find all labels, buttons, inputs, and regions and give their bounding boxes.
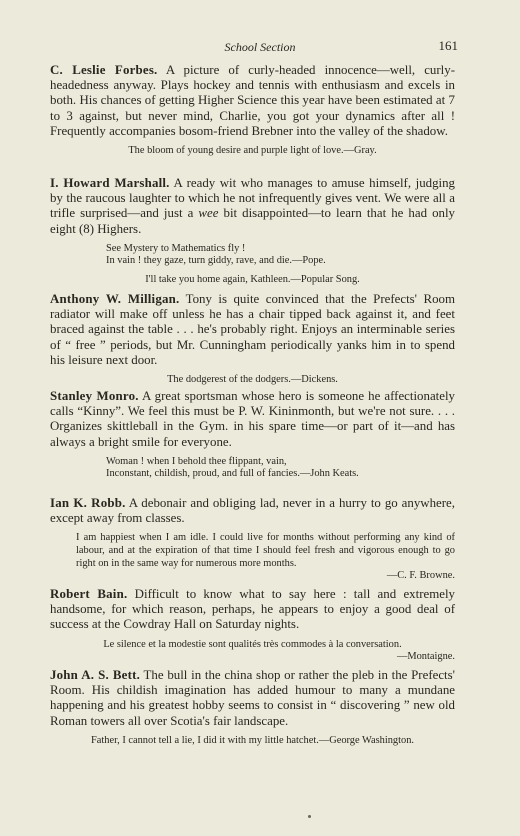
entry-paragraph bbox=[50, 587, 455, 633]
entry-name: Stanley Monro. bbox=[50, 389, 139, 403]
quote-line: In vain ! they gaze, turn giddy, rave, and die.—Pope. bbox=[106, 255, 326, 267]
entry-quote: Father, I cannot tell a lie, I did it with my little hatchet.—George Washington. bbox=[91, 734, 414, 746]
quote-line: Woman ! when I behold thee flippant, vain, bbox=[106, 455, 287, 467]
entry-text: The bull in the china shop or rather the pleb in the Prefects' Room. His childish imagination has added humour to many a mundane happening and his greatest hobby seems to consist in “ discovering ” new old Roman towers all over Scotia's fair landscape. bbox=[50, 668, 455, 728]
quote-attribution: —C. F. Browne. bbox=[386, 570, 455, 582]
entry-name: C. Leslie Forbes. bbox=[50, 63, 158, 77]
entry-name: I. Howard Marshall. bbox=[50, 176, 170, 190]
entry-quote bbox=[50, 243, 455, 268]
page-header bbox=[0, 38, 520, 56]
entry-text: A picture of curly-headed innocence—well, curly-headedness anyway. Plays hockey and tennis with enthusiasm and excels in both. His chances of getting Higher Science this year have been estimated at 7 to 3 against, but never mind, Charlie, you got your dynamics after all ! Frequently accompanies bosom-friend Brebner into the valley of the shadow. bbox=[50, 63, 455, 138]
entry-bett bbox=[50, 668, 455, 747]
entry-paragraph bbox=[50, 496, 455, 526]
quote-line: See Mystery to Mathematics fly ! bbox=[106, 242, 246, 254]
entry-quote: I am happiest when I am idle. I could live for months without performing any kind of labour, and at the expiration of that time I should feel fresh and vigorous enough to go right on in the same way for numerous more months. bbox=[76, 532, 455, 569]
entry-paragraph bbox=[50, 668, 455, 729]
entry-paragraph bbox=[50, 292, 455, 368]
page-number: 161 bbox=[438, 38, 458, 53]
entry-text: Tony is quite convinced that the Prefects' Room radiator will make off unless he has a chair tipped back against it, and feet braced against the table . . . he's probably right. Enjoys an interminable series of “ free ” periods, but Mr. Cunningham periodically yanks him in to spend his leisure next door. bbox=[50, 292, 455, 367]
entry-name: John A. S. Bett. bbox=[50, 668, 141, 682]
entry-name: Robert Bain. bbox=[50, 587, 128, 601]
entry-quote: The bloom of young desire and purple light of love.—Gray. bbox=[128, 145, 377, 157]
entry-paragraph bbox=[50, 176, 455, 237]
entry-paragraph bbox=[50, 63, 455, 139]
entry-quote: Le silence et la modestie sont qualités très commodes à la conversation. bbox=[103, 638, 402, 650]
entry-text: bit disappointed—to learn that he had only eight (8) Highers. bbox=[50, 206, 456, 236]
entry-name: Ian K. Robb. bbox=[50, 496, 126, 510]
entry-text: A debonair and obliging lad, never in a hurry to go anywhere, except away from classes. bbox=[50, 496, 455, 526]
entry-emphasis: wee bbox=[198, 206, 219, 221]
entry-monro bbox=[50, 389, 455, 481]
running-title: School Section bbox=[224, 40, 296, 54]
entry-marshall bbox=[50, 176, 455, 287]
entry-quote-2: I'll take you home again, Kathleen.—Popular Song. bbox=[145, 274, 360, 285]
entry-name: Anthony W. Milligan. bbox=[50, 292, 180, 306]
entry-text: Difficult to know what to say here : tall and extremely handsome, for which reason, perhaps, he appears to enjoy a good deal of success at the Cowdray Hall on Saturday nights. bbox=[50, 587, 455, 632]
quote-line: Inconstant, childish, proud, and full of fancies.—John Keats. bbox=[106, 468, 359, 480]
entry-text: A ready wit who manages to amuse himself, judging by the raucous laughter to which he not infrequently gives vent. We were all a trifle surprised—and just a bbox=[50, 176, 456, 221]
quote-attribution: —Montaigne. bbox=[396, 651, 455, 663]
entry-milligan bbox=[50, 292, 455, 387]
entry-quote bbox=[50, 456, 455, 481]
entry-paragraph bbox=[50, 389, 455, 450]
entry-bain bbox=[50, 587, 455, 664]
entry-robb bbox=[50, 496, 455, 583]
entry-forbes bbox=[50, 63, 455, 158]
entry-text: A great sportsman whose hero is someone he affectionately calls “Kinny”. We feel this must be P. W. Kininmonth, but we're not sure. . . . Organizes skittleball in the Gym. in his spare time—or part of it—and has always a bright smile for everyone. bbox=[50, 389, 455, 449]
entry-quote: The dodgerest of the dodgers.—Dickens. bbox=[167, 374, 338, 386]
page-mark bbox=[308, 815, 311, 818]
